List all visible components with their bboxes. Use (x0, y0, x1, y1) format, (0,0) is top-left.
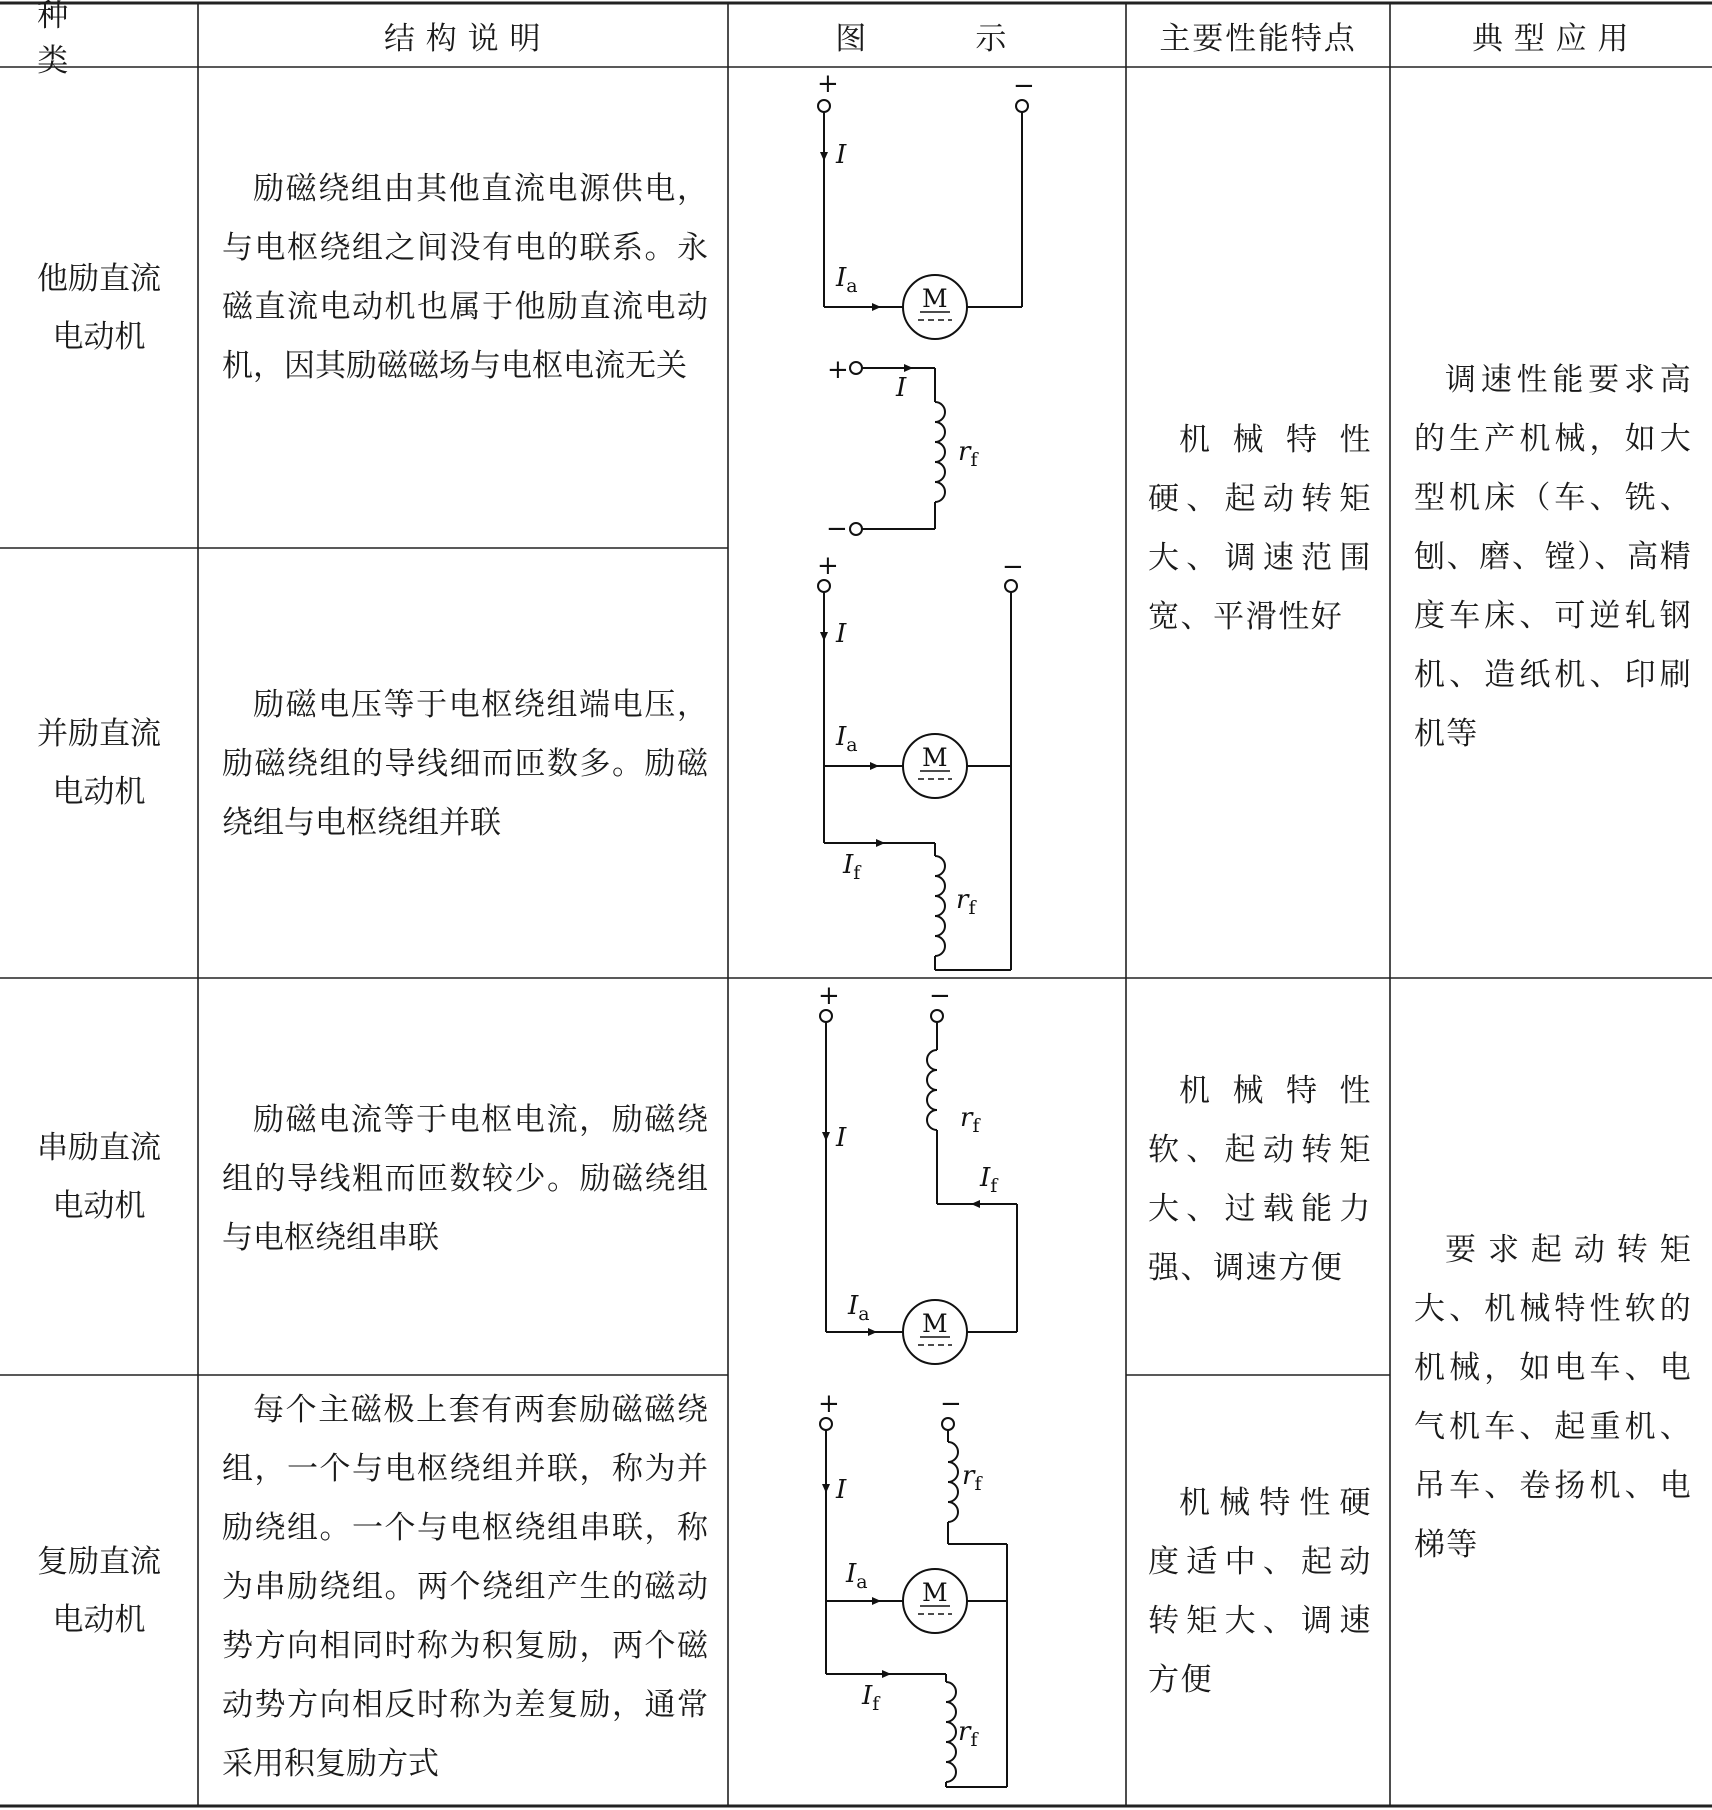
armature-current-label: $I_a$ (846, 1559, 868, 1593)
shunt-resistance-label: $r_f$ (958, 1717, 978, 1751)
application-group1: 调速性能要求高的生产机械，如大型机床（车、铣、刨、磨、镗）、高精度车床、可逆轧钢机、造纸机、印刷机等 (1414, 362, 1692, 752)
field-minus-label: − (826, 514, 848, 544)
current-label: I (836, 1123, 847, 1153)
structure-separately-excited: 励磁绕组由其他直流电源供电，与电枢绕组之间没有电的联系。永磁直流电动机也属于他励直流电动机，因其励磁磁场与电枢电流无关 (222, 171, 708, 384)
resistance-label: $r_f$ (960, 1103, 980, 1137)
armature-current-label: $I_a$ (836, 722, 858, 756)
kind-line2: 电动机 (52, 318, 146, 355)
plus-label: + (818, 981, 840, 1011)
motor-label: M (922, 1578, 948, 1607)
series-resistance-label: $r_f$ (962, 1461, 982, 1495)
header-kind: 种 类 (37, 0, 118, 79)
armature-current-label: $I_a$ (836, 263, 858, 297)
performance-group3: 机械特性硬度适中、起动转矩大、调速方便 (1148, 1485, 1372, 1698)
shunt-coil-icon (946, 1682, 956, 1782)
kind-line1: 并励直流 (37, 716, 161, 752)
terminal-minus (931, 1010, 943, 1022)
performance-group2: 机械特性软、起动转矩大、过载能力强、调速方便 (1148, 1073, 1372, 1286)
header-performance: 主要性能特点 (1159, 20, 1357, 57)
minus-label: − (1002, 552, 1024, 582)
terminal-plus (818, 100, 830, 112)
kind-line2: 电动机 (52, 1601, 146, 1638)
minus-label: − (1013, 71, 1035, 101)
current-label: I (836, 619, 847, 649)
motor-label: M (922, 743, 948, 772)
header-diagram: 图 示 (835, 20, 1056, 57)
plus-label: + (817, 551, 839, 581)
field-coil-icon (935, 856, 945, 956)
motor-label: M (922, 1309, 948, 1338)
field-current-label: $I_f$ (862, 1681, 880, 1715)
minus-label: − (929, 981, 951, 1011)
kind-line1: 他励直流 (37, 260, 161, 297)
terminal-plus (820, 1418, 832, 1430)
diagram-shunt (818, 580, 1017, 970)
current-label: I (836, 1475, 847, 1505)
motor-label: M (922, 284, 948, 313)
plus-label: + (818, 1389, 840, 1419)
resistance-label: $r_f$ (956, 885, 976, 919)
field-terminal-plus (850, 362, 862, 374)
field-terminal-minus (850, 523, 862, 535)
current-label: I (836, 140, 847, 170)
series-coil-icon (948, 1442, 958, 1522)
structure-compound: 每个主磁极上套有两套励磁磁绕组，一个与电枢绕组并联，称为并励绕组。一个与电枢绕组串联，称为串励绕组。两个绕组产生的磁动势方向相同时称为积复励，两个磁动势方向相反时称为差复励，通常采用积复励方式 (222, 1392, 708, 1782)
structure-shunt: 励磁电压等于电枢绕组端电压，励磁绕组的导线细而匝数多。励磁绕组与电枢绕组并联 (222, 687, 708, 841)
armature-current-label: $I_a$ (848, 1291, 870, 1325)
structure-series: 励磁电流等于电枢电流，励磁绕组的导线粗而匝数较少。励磁绕组与电枢绕组串联 (222, 1102, 708, 1256)
kind-line2: 电动机 (52, 1187, 146, 1224)
minus-label: − (940, 1389, 962, 1419)
performance-group1: 机械特性硬、起动转矩大、调速范围宽、平滑性好 (1148, 422, 1372, 635)
resistance-label: $r_f$ (958, 437, 978, 471)
terminal-plus (818, 580, 830, 592)
application-group2: 要求起动转矩大、机械特性软的机械，如电车、电气机车、起重机、吊车、卷扬机、电梯等 (1414, 1232, 1692, 1563)
field-current-label: I (896, 373, 907, 403)
field-coil-icon (935, 402, 945, 502)
kind-line2: 电动机 (52, 774, 146, 810)
kind-line1: 串励直流 (37, 1129, 161, 1166)
field-current-label: $I_f$ (843, 850, 861, 884)
field-plus-label: + (827, 355, 849, 385)
header-structure: 结构说明 (383, 20, 552, 57)
terminal-plus (820, 1010, 832, 1022)
diagram-separately-excited (818, 100, 1028, 535)
terminal-minus (942, 1418, 954, 1430)
terminal-minus (1016, 100, 1028, 112)
header-application: 典型应用 (1471, 20, 1640, 57)
plus-label: + (817, 69, 839, 99)
field-coil-icon (927, 1050, 937, 1130)
kind-line1: 复励直流 (37, 1543, 161, 1580)
field-current-label: $I_f$ (980, 1163, 998, 1197)
